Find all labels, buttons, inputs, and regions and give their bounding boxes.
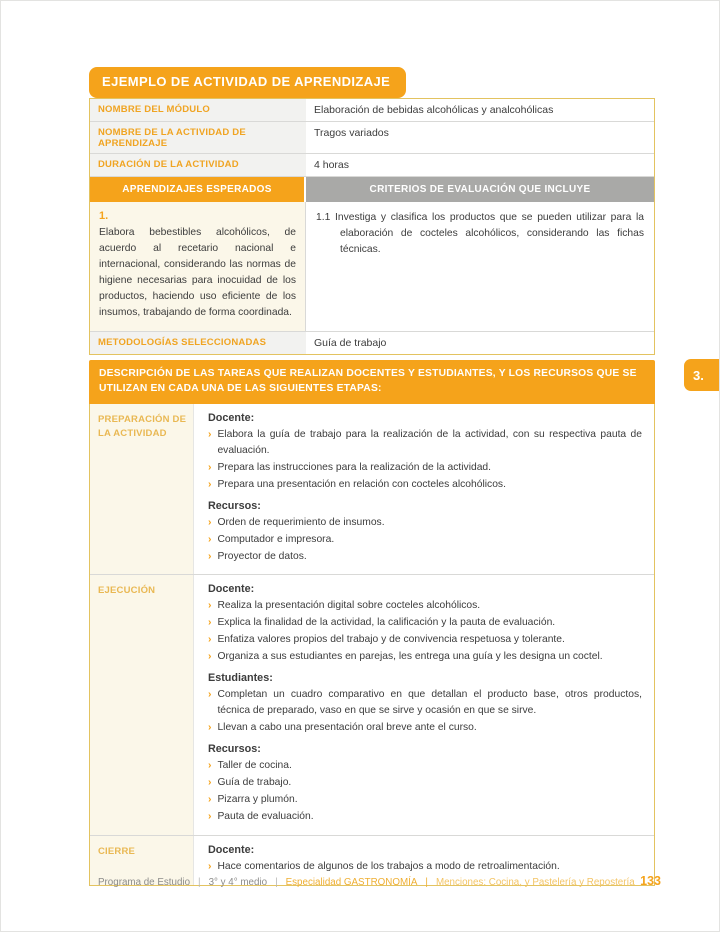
footer-program: Programa de Estudio <box>98 877 191 888</box>
list-item-text: Hace comentarios de algunos de los trabajos a modo de retroalimentación. <box>217 860 560 872</box>
stage-label: CIERRE <box>90 836 194 885</box>
list-item-text: Guía de trabajo. <box>217 777 292 789</box>
learning-text: Elabora bebestibles alcohólicos, de acuerdo al recetario nacional e internacional, considerando las normas de higiene necesarias para inocuidad de los productos, haciendo uso eficiente de los insumos, trabajando de forma coordinada. <box>99 226 296 318</box>
bullet-arrow-icon: › <box>208 689 212 701</box>
stage-label: PREPARACIÓN DE LA ACTIVIDAD <box>90 404 194 575</box>
footer-specialty: Especialidad GASTRONOMÍA <box>285 877 418 888</box>
stage-content <box>194 404 654 575</box>
list-item <box>208 615 642 631</box>
module-name-label: NOMBRE DEL MÓDULO <box>90 99 306 121</box>
duration-label: DURACIÓN DE LA ACTIVIDAD <box>90 154 306 176</box>
page-footer <box>98 877 663 888</box>
list-item-text: Completan un cuadro comparativo en que detallan el producto base, otros productos, técnica de preparado, vaso en que se sirve y ocasión en que se sirve. <box>217 689 642 717</box>
bullet-arrow-icon: › <box>208 722 212 734</box>
bullet-arrow-icon: › <box>208 478 212 490</box>
bullet-arrow-icon: › <box>208 533 212 545</box>
list-item <box>208 792 642 808</box>
list-item <box>208 859 642 875</box>
list-item <box>208 460 642 476</box>
list-item <box>208 532 642 548</box>
bullet-arrow-icon: › <box>208 810 212 822</box>
footer-separator: | <box>425 877 428 888</box>
footer-separator: | <box>275 877 278 888</box>
group-heading: Recursos: <box>208 499 261 512</box>
table-row <box>90 332 654 354</box>
table-header-row <box>90 177 654 202</box>
page-title: EJEMPLO DE ACTIVIDAD DE APRENDIZAJE <box>89 67 406 98</box>
duration-value: 4 horas <box>314 159 350 172</box>
table-row <box>90 122 654 155</box>
list-item <box>208 687 642 719</box>
bullet-arrow-icon: › <box>208 777 212 789</box>
list-item-text: Enfatiza valores propios del trabajo y de convivencia respetuosa y tolerante. <box>217 634 565 646</box>
expected-learning-header: APRENDIZAJES ESPERADOS <box>90 177 306 202</box>
table-row <box>90 99 654 122</box>
bullet-arrow-icon: › <box>208 461 212 473</box>
bullet-arrow-icon: › <box>208 550 212 562</box>
bullet-arrow-icon: › <box>208 617 212 629</box>
list-item-text: Elabora la guía de trabajo para la realización de la actividad, con su respectiva pauta de evaluación. <box>217 428 642 456</box>
stage-content <box>194 575 654 834</box>
bullet-arrow-icon: › <box>208 428 212 440</box>
bullet-arrow-icon: › <box>208 600 212 612</box>
list-item-text: Proyector de datos. <box>217 550 307 562</box>
list-item <box>208 720 642 736</box>
group-heading: Docente: <box>208 583 255 596</box>
list-item <box>208 598 642 614</box>
list-item <box>208 427 642 459</box>
list-item-text: Pizarra y plumón. <box>217 794 298 806</box>
footer-separator: | <box>198 877 201 888</box>
list-item-text: Pauta de evaluación. <box>217 810 314 822</box>
stage-row <box>90 404 654 576</box>
group-heading: Docente: <box>208 843 255 856</box>
bullet-arrow-icon: › <box>208 651 212 663</box>
description-banner: DESCRIPCIÓN DE LAS TAREAS QUE REALIZAN DOCENTES Y ESTUDIANTES, Y LOS RECURSOS QUE SE UTILIZAN EN CADA UNA DE LAS SIGUIENTES ETAPAS: <box>89 360 655 404</box>
list-item <box>208 632 642 648</box>
page-content <box>89 67 655 886</box>
bullet-arrow-icon: › <box>208 760 212 772</box>
list-item-text: Llevan a cabo una presentación oral breve ante el curso. <box>217 722 477 734</box>
stage-row <box>90 575 654 835</box>
list-item-text: Prepara una presentación en relación con cocteles alcohólicos. <box>217 478 506 490</box>
evaluation-criteria-cell <box>306 202 654 331</box>
list-item-text: Computador e impresora. <box>217 533 335 545</box>
methodology-label: METODOLOGÍAS SELECCIONADAS <box>90 332 306 354</box>
list-item <box>208 477 642 493</box>
list-item-text: Organiza a sus estudiantes en parejas, les entrega una guía y les designa un coctel. <box>217 651 603 663</box>
group-heading: Docente: <box>208 411 255 424</box>
expected-learning-cell <box>90 202 306 331</box>
list-item-text: Taller de cocina. <box>217 760 292 772</box>
bullet-arrow-icon: › <box>208 794 212 806</box>
footer-mentions: Menciones: Cocina, y Pastelería y Repostería <box>435 877 635 888</box>
methodology-value: Guía de trabajo <box>314 336 387 349</box>
table-row <box>90 154 654 177</box>
evaluation-criteria-header: CRITERIOS DE EVALUACIÓN QUE INCLUYE <box>306 177 654 202</box>
list-item <box>208 549 642 565</box>
table-row <box>90 202 654 332</box>
bullet-arrow-icon: › <box>208 516 212 528</box>
stages-table <box>89 404 655 886</box>
list-item <box>208 775 642 791</box>
section-tab: 3. <box>684 359 719 391</box>
module-name-value: Elaboración de bebidas alcohólicas y analcohólicas <box>314 103 554 116</box>
activity-info-table <box>89 98 655 355</box>
activity-name-value: Tragos variados <box>314 126 389 139</box>
learning-number: 1. <box>99 209 109 222</box>
list-item <box>208 649 642 665</box>
list-item <box>208 809 642 825</box>
footer-grade: 3° y 4° medio <box>208 877 268 888</box>
bullet-arrow-icon: › <box>208 634 212 646</box>
list-item-text: Explica la finalidad de la actividad, la calificación y la pauta de evaluación. <box>217 617 556 629</box>
bullet-arrow-icon: › <box>208 860 212 872</box>
stages-body <box>90 404 654 885</box>
list-item-text: Realiza la presentación digital sobre cocteles alcohólicos. <box>217 600 481 612</box>
group-heading: Recursos: <box>208 743 261 756</box>
list-item-text: Orden de requerimiento de insumos. <box>217 516 385 528</box>
stage-label: EJECUCIÓN <box>90 575 194 834</box>
list-item-text: Prepara las instrucciones para la realización de la actividad. <box>217 461 492 473</box>
activity-name-label: NOMBRE DE LA ACTIVIDAD DE APRENDIZAJE <box>90 122 306 154</box>
group-heading: Estudiantes: <box>208 672 273 685</box>
page-number: 133 <box>640 874 661 888</box>
criteria-text: 1.1 Investiga y clasifica los productos que se pueden utilizar para la elaboración de cocteles alcohólicos, considerando las fichas técnicas. <box>316 211 644 255</box>
list-item <box>208 515 642 531</box>
list-item <box>208 758 642 774</box>
